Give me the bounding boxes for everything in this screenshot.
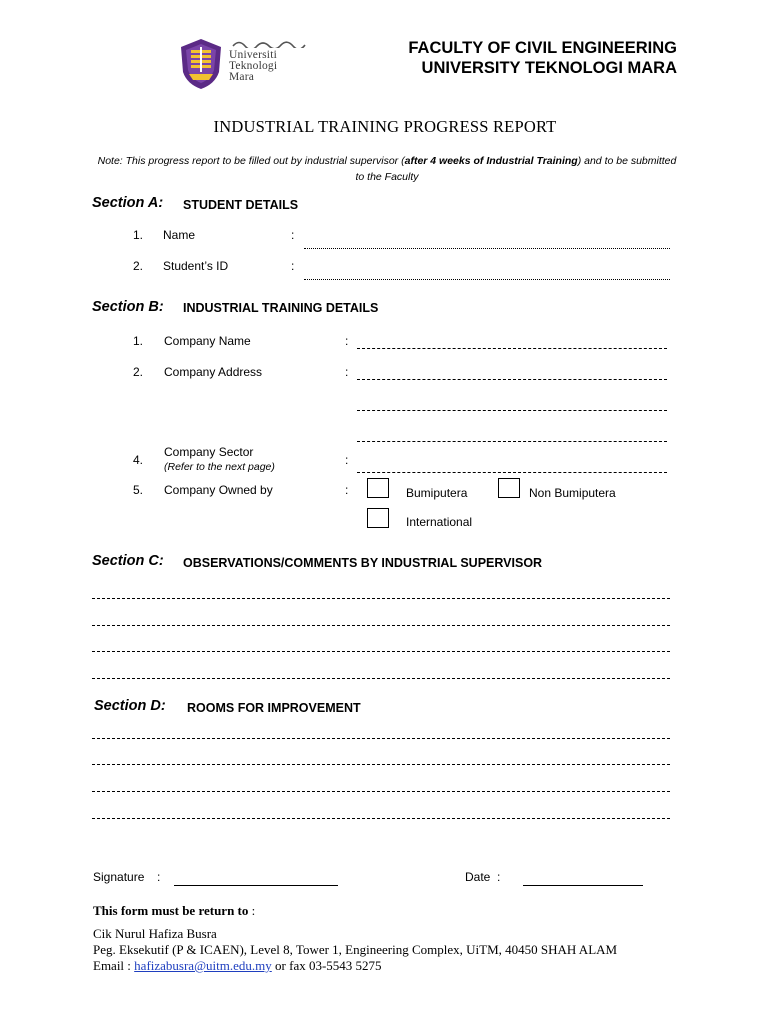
company-owned-colon: : — [345, 483, 349, 497]
student-id-field[interactable] — [304, 279, 670, 280]
note-bold: after 4 weeks of Industrial Training — [404, 155, 578, 167]
company-owned-number: 5. — [133, 483, 144, 497]
company-address-number: 2. — [133, 365, 144, 379]
date-field[interactable] — [523, 885, 643, 886]
name-number: 1. — [133, 228, 144, 242]
company-sector-colon: : — [345, 453, 349, 467]
company-sector-hint: (Refer to the next page) — [164, 461, 275, 473]
company-name-colon: : — [345, 334, 349, 348]
company-name-label: Company Name — [164, 334, 251, 348]
bumiputera-checkbox[interactable] — [367, 478, 389, 498]
signature-colon: : — [157, 870, 161, 884]
company-sector-field[interactable] — [357, 472, 667, 473]
international-checkbox[interactable] — [367, 508, 389, 528]
section-c-label: Section C: — [92, 553, 164, 569]
non-bumiputera-label: Non Bumiputera — [529, 486, 616, 500]
bumiputera-label: Bumiputera — [406, 486, 468, 500]
non-bumiputera-checkbox[interactable] — [498, 478, 520, 498]
company-owned-label: Company Owned by — [164, 483, 273, 497]
return-colon: : — [248, 903, 256, 918]
faculty-line-1: FACULTY OF CIVIL ENGINEERING — [408, 39, 677, 57]
logo-line-2: Teknologi — [229, 60, 278, 72]
international-label: International — [406, 515, 473, 529]
student-id-number: 2. — [133, 259, 144, 273]
faculty-line-2: UNIVERSITY TEKNOLOGI MARA — [421, 59, 677, 77]
company-address-colon: : — [345, 365, 349, 379]
email-prefix: Email : — [93, 958, 135, 973]
improvement-line-3[interactable] — [92, 791, 670, 792]
date-label: Date — [465, 870, 491, 884]
comment-line-4[interactable] — [92, 678, 670, 679]
company-name-field[interactable] — [357, 348, 667, 349]
signature-field[interactable] — [174, 885, 338, 886]
section-b-title: INDUSTRIAL TRAINING DETAILS — [183, 301, 379, 315]
name-field[interactable] — [304, 248, 670, 249]
improvement-line-1[interactable] — [92, 738, 670, 739]
name-label: Name — [163, 228, 196, 242]
report-note — [92, 153, 682, 185]
section-b-label: Section B: — [92, 299, 164, 315]
faculty-heading — [408, 38, 677, 78]
return-instruction — [93, 903, 255, 919]
student-id-colon: : — [291, 259, 295, 273]
improvement-line-4[interactable] — [92, 818, 670, 819]
company-name-number: 1. — [133, 334, 144, 348]
uitm-logo — [179, 38, 307, 90]
comment-line-1[interactable] — [92, 598, 670, 599]
date-colon: : — [497, 870, 501, 884]
return-bold: This form must be return to — [93, 903, 249, 918]
logo-line-3: Mara — [229, 71, 255, 83]
contact-name: Cik Nurul Hafiza Busra — [93, 926, 217, 941]
signature-label: Signature — [93, 870, 145, 884]
logo-line-1: Universiti — [229, 49, 277, 61]
contact-address: Peg. Eksekutif (P & ICAEN), Level 8, Tower 1, Engineering Complex, UiTM, 40450 SHAH ALAM — [93, 942, 618, 957]
section-c-title: OBSERVATIONS/COMMENTS BY INDUSTRIAL SUPERVISOR — [183, 556, 543, 570]
section-d-label: Section D: — [94, 698, 166, 714]
contact-email-line — [93, 958, 382, 974]
email-link[interactable]: hafizabusra@uitm.edu.my — [134, 958, 272, 973]
company-sector-label: Company Sector — [164, 445, 254, 459]
student-id-label: Student’s ID — [163, 259, 229, 273]
company-address-label: Company Address — [164, 365, 263, 379]
section-d-title: ROOMS FOR IMPROVEMENT — [187, 701, 361, 715]
report-title: INDUSTRIAL TRAINING PROGRESS REPORT — [213, 117, 557, 136]
jawi-script-icon — [231, 38, 307, 48]
note-suffix: ) and to be submitted to the Faculty — [355, 155, 677, 183]
company-address-field-2[interactable] — [357, 410, 667, 411]
comment-line-2[interactable] — [92, 625, 670, 626]
improvement-line-2[interactable] — [92, 764, 670, 765]
uitm-crest-icon — [179, 38, 223, 90]
section-a-title: STUDENT DETAILS — [183, 198, 299, 212]
section-a-label: Section A: — [92, 195, 164, 211]
company-sector-number: 4. — [133, 453, 144, 467]
note-prefix: Note: This progress report to be filled out by industrial supervisor ( — [97, 155, 405, 167]
company-address-field-1[interactable] — [357, 379, 667, 380]
comment-line-3[interactable] — [92, 651, 670, 652]
company-address-field-3[interactable] — [357, 441, 667, 442]
fax-text: or fax 03-5543 5275 — [271, 958, 382, 973]
name-colon: : — [291, 228, 295, 242]
